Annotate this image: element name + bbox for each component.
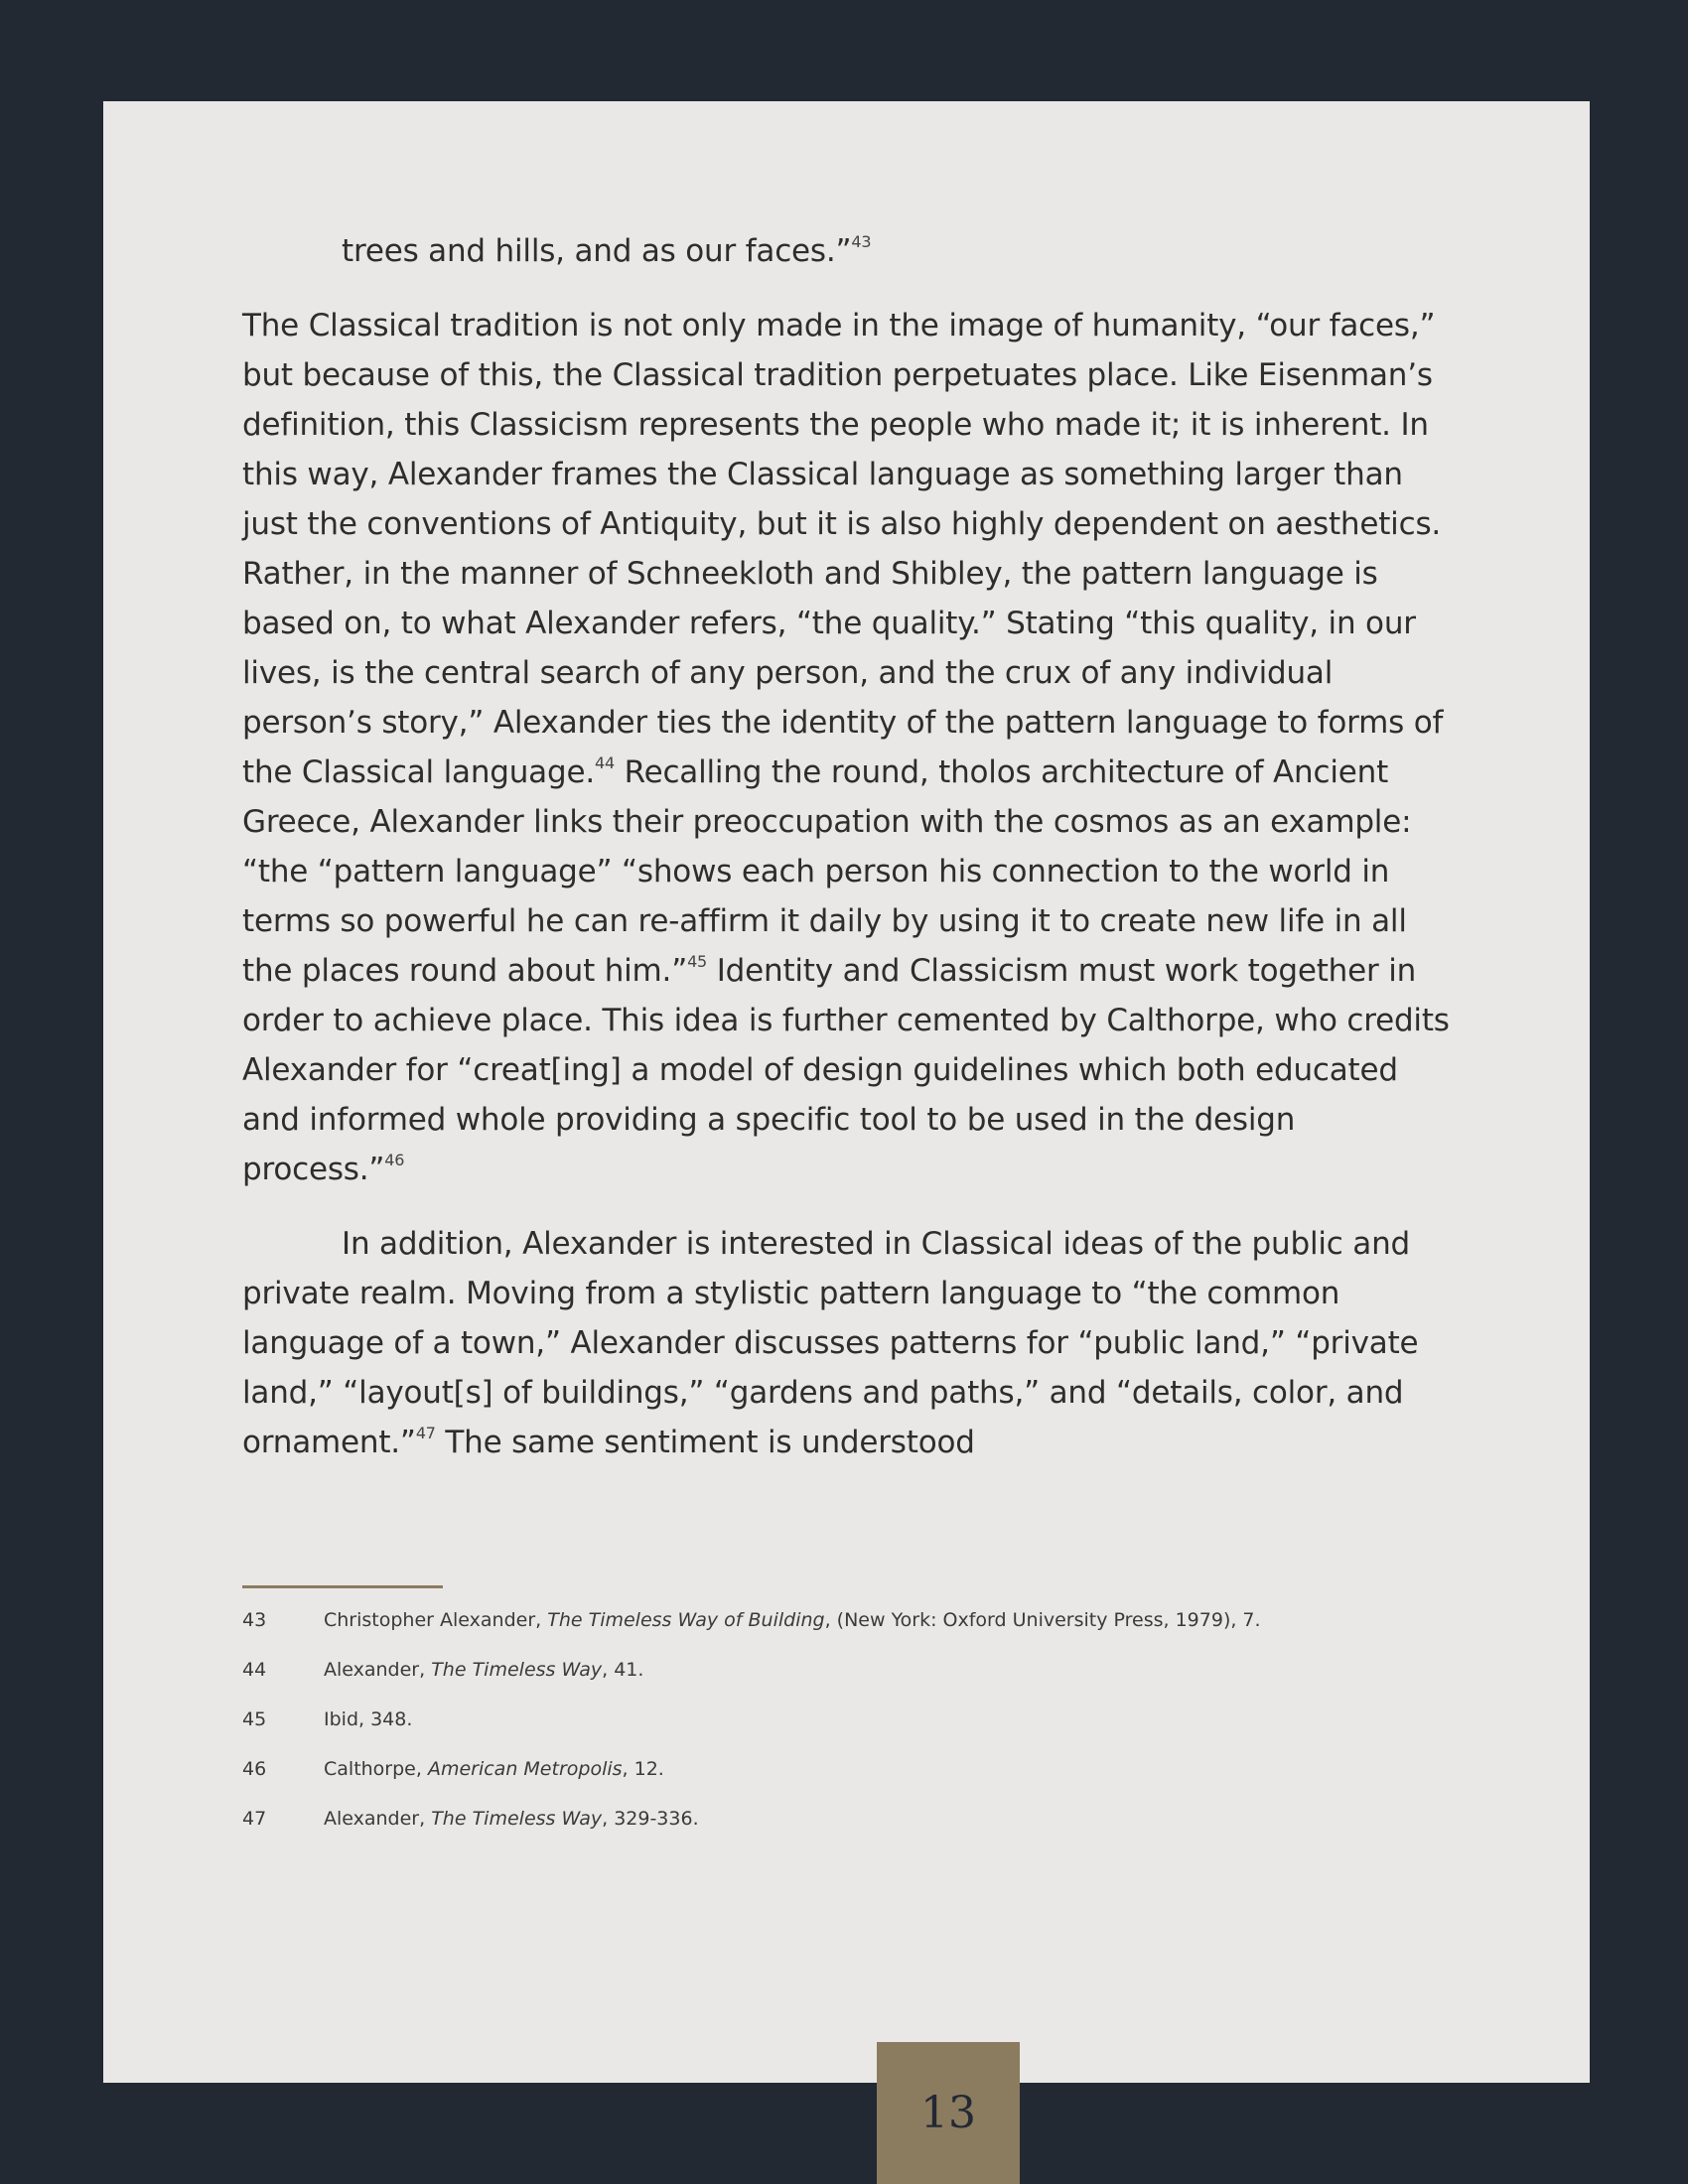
paragraph-1 — [242, 301, 1464, 1194]
footnote-post: , 41. — [602, 1659, 644, 1681]
footnote-post: , (New York: Oxford University Press, 1979), 7. — [824, 1609, 1261, 1631]
footnote-ref-47[interactable]: 47 — [415, 1424, 436, 1442]
footnote-pre: Christopher Alexander, — [324, 1609, 548, 1631]
footnote-ref-45[interactable]: 45 — [687, 952, 708, 971]
paragraph-1-part-3: Identity and Classicism must work together in order to achieve place. This idea is further cemented by Calthorpe, who credits Alexander for “creat[ing] a model of design guidelines which both educated and informed whole providing a specific tool to be used in the design process.” — [242, 953, 1450, 1187]
footnote-item — [242, 1606, 1434, 1656]
quote-text: trees and hills, and as our faces.” — [342, 233, 852, 269]
page-number: 13 — [920, 2088, 976, 2138]
footnote-ref-46[interactable]: 46 — [384, 1151, 405, 1169]
paragraph-1-part-2: Recalling the round, tholos architecture of Ancient Greece, Alexander links their preoccupation with the cosmos as an example: “the “pattern language” “shows each person his connection to the world in terms so powerful he can re-affirm it daily by using it to create new life in all the places round about him.” — [242, 754, 1412, 989]
footnote-text — [324, 1706, 412, 1755]
body-text — [242, 226, 1464, 1492]
footnote-number: 45 — [242, 1708, 267, 1730]
footnotes-list — [242, 1606, 1434, 1854]
quote-continuation — [242, 226, 1464, 276]
footnote-pre: Alexander, — [324, 1808, 432, 1830]
paragraph-1-part-1: The Classical tradition is not only made in the image of humanity, “our faces,” but because of this, the Classical tradition perpetuates place. Like Eisenman’s definition, this Classicism represents the people who made it; it is inherent. In this way, Alexander frames the Classical language as something larger than just the conventions of Antiquity, but it is also highly dependent on aesthetics. Rather, in the manner of Schneekloth and Shibley, the pattern language is based on, to what Alexander refers, “the quality.” Stating “this quality, in our lives, is the central search of any person, and the crux of any individual person’s story,” Alexander ties the identity of the pattern language to forms of the Classical language. — [242, 308, 1444, 790]
footnote-ref-43[interactable]: 43 — [851, 232, 872, 251]
paragraph-2-part-2: The same sentiment is understood — [435, 1425, 975, 1460]
footnote-divider — [242, 1585, 443, 1588]
footnote-pre: Alexander, — [324, 1659, 432, 1681]
page-number-badge — [877, 2042, 1020, 2184]
footnote-number: 46 — [242, 1758, 267, 1780]
footnote-ref-44[interactable]: 44 — [595, 753, 615, 772]
footnote-item — [242, 1706, 1434, 1755]
paragraph-2 — [242, 1219, 1464, 1467]
footnote-number: 44 — [242, 1659, 267, 1681]
footnote-post: , 12. — [622, 1758, 664, 1780]
footnote-text — [324, 1755, 664, 1805]
footnote-post: , 329-336. — [602, 1808, 699, 1830]
footnote-title: The Timeless Way — [431, 1659, 603, 1681]
footnote-text — [324, 1606, 1261, 1656]
footnote-item — [242, 1755, 1434, 1805]
footnote-number: 47 — [242, 1808, 267, 1830]
footnote-item — [242, 1805, 1434, 1854]
footnote-text — [324, 1656, 643, 1706]
footnote-pre: Calthorpe, — [324, 1758, 428, 1780]
footnote-number: 43 — [242, 1609, 267, 1631]
footnote-pre: Ibid, 348. — [324, 1708, 413, 1730]
footnote-title: American Metropolis — [427, 1758, 623, 1780]
footnote-title: The Timeless Way — [431, 1808, 603, 1830]
footnote-title: The Timeless Way of Building — [547, 1609, 825, 1631]
footnote-item — [242, 1656, 1434, 1706]
paragraph-2-part-1: In addition, Alexander is interested in Classical ideas of the public and private realm. Moving from a stylistic pattern language to “the common language of a town,” Alexander discusses patterns for “public land,” “private land,” “layout[s] of buildings,” “gardens and paths,” and “details, color, and ornament.” — [242, 1226, 1419, 1460]
footnote-text — [324, 1805, 699, 1854]
document-page — [103, 101, 1590, 2138]
